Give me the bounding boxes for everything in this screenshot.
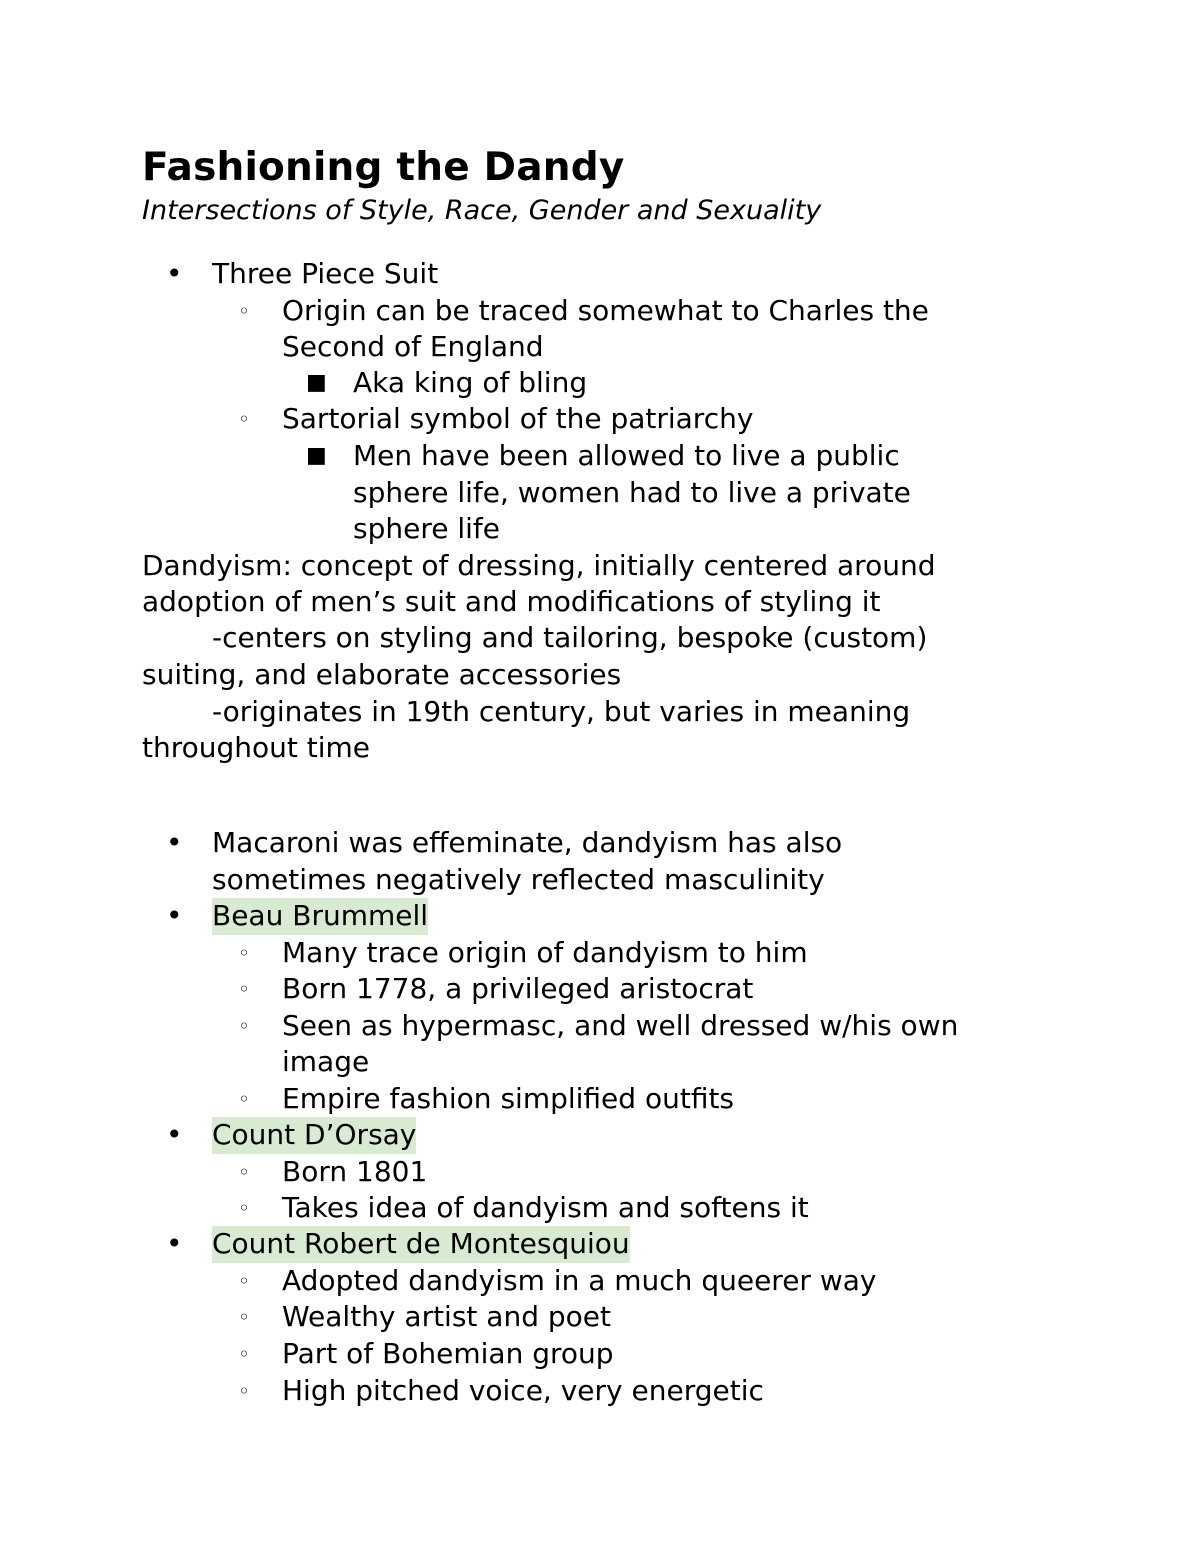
list-item-continuation: sphere life [353,512,500,545]
list-item-continuation: sphere life, women had to live a private [353,476,911,509]
list-item: Macaroni was effeminate, dandyism has also [212,826,843,859]
list-item: Adopted dandyism in a much queerer way [282,1264,877,1297]
list-item: Seen as hypermasc, and well dressed w/his own [282,1009,959,1042]
list-item-continuation: image [282,1045,370,1078]
list-item: Many trace origin of dandyism to him [282,936,808,969]
bullet-square-icon: ■ [306,370,327,395]
list-item: Sartorial symbol of the patriarchy [282,402,754,435]
bullet-circle-icon: ◦ [238,1087,250,1111]
bullet-disc-icon: • [166,1227,183,1260]
paragraph-line: -originates in 19th century, but varies in meaning [212,695,911,728]
list-item: High pitched voice, very energetic [282,1374,764,1407]
document-subtitle: Intersections of Style, Race, Gender and Sexuality [142,195,822,226]
paragraph-line: adoption of men’s suit and modifications of styling it [142,585,881,618]
bullet-circle-icon: ◦ [238,1269,250,1293]
bullet-disc-icon: • [166,1118,183,1151]
list-item: Men have been allowed to live a public [353,439,900,472]
list-item: Wealthy artist and poet [282,1300,611,1333]
bullet-disc-icon: • [166,899,183,932]
paragraph-line: -centers on styling and tailoring, bespoke (custom) [212,621,928,654]
bullet-disc-icon: • [166,826,183,859]
paragraph-line: Dandyism: concept of dressing, initially centered around [142,549,936,582]
document-title: Fashioning the Dandy [142,145,625,190]
list-item: Born 1778, a privileged aristocrat [282,972,754,1005]
bullet-circle-icon: ◦ [238,977,250,1001]
bullet-circle-icon: ◦ [238,299,250,323]
list-item-continuation: Second of England [282,330,544,363]
list-item: Aka king of bling [353,366,588,399]
highlighted-heading-brummell: Beau Brummell [212,898,428,935]
bullet-disc-icon: • [166,257,183,290]
bullet-square-icon: ■ [306,443,327,468]
list-item-continuation: sometimes negatively reflected masculinity [212,863,825,896]
bullet-circle-icon: ◦ [238,407,250,431]
document-page [142,0,1062,1553]
bullet-circle-icon: ◦ [238,1379,250,1403]
bullet-circle-icon: ◦ [238,941,250,965]
bullet-circle-icon: ◦ [238,1196,250,1220]
bullet-circle-icon: ◦ [238,1014,250,1038]
list-item: Empire fashion simplified outfits [282,1082,735,1115]
paragraph-line: throughout time [142,731,371,764]
bullet-circle-icon: ◦ [238,1305,250,1329]
list-item: Three Piece Suit [212,257,439,290]
paragraph-line: suiting, and elaborate accessories [142,658,622,691]
list-item: Born 1801 [282,1155,428,1188]
bullet-circle-icon: ◦ [238,1160,250,1184]
list-item: Takes idea of dandyism and softens it [282,1191,809,1224]
highlighted-heading-dorsay: Count D’Orsay [212,1117,416,1154]
bullet-circle-icon: ◦ [238,1342,250,1366]
highlighted-heading-montesquiou: Count Robert de Montesquiou [212,1226,630,1263]
list-item: Part of Bohemian group [282,1337,614,1370]
list-item: Origin can be traced somewhat to Charles the [282,294,929,327]
